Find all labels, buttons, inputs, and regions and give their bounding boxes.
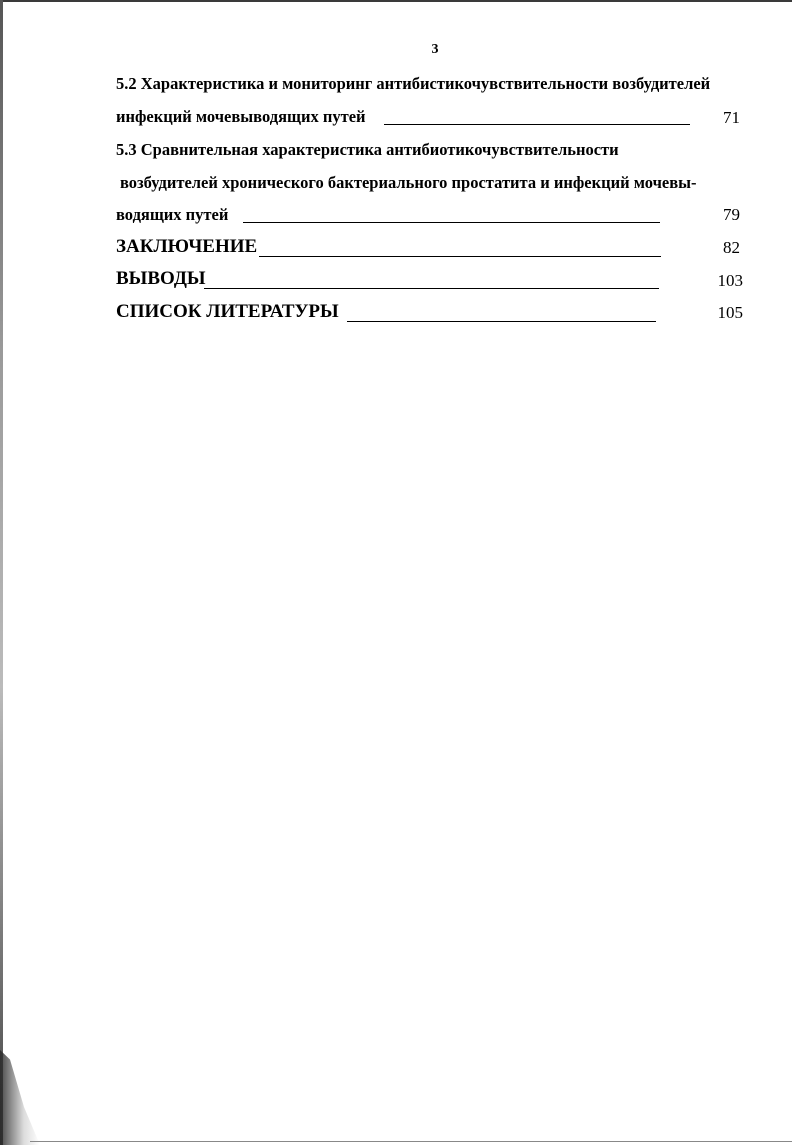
toc-references-title: СПИСОК ЛИТЕРАТУРЫ bbox=[116, 301, 339, 322]
scan-border-left bbox=[0, 0, 3, 1145]
toc-conclusion-page: 82 bbox=[723, 238, 740, 257]
toc-entry-5-3-line3: водящих путей bbox=[116, 205, 229, 224]
toc-leader-5-2 bbox=[384, 124, 690, 125]
toc-entry-5-2-line2: инфекций мочевыводящих путей bbox=[116, 107, 366, 126]
scan-shadow-corner bbox=[0, 1050, 40, 1145]
scan-border-bottom bbox=[30, 1141, 792, 1142]
toc-leader-references bbox=[347, 321, 656, 322]
toc-entry-5-3-line1: 5.3 Сравнительная характеристика антибиотикочувствительности bbox=[116, 140, 619, 159]
scan-border-top bbox=[0, 0, 792, 2]
toc-leader-5-3 bbox=[243, 222, 660, 223]
toc-references-page: 105 bbox=[717, 303, 743, 322]
toc-entry-5-3-line2: возбудителей хронического бактериального простатита и инфекций мочевы- bbox=[120, 173, 697, 192]
toc-page-5-2: 71 bbox=[723, 108, 740, 127]
toc-entry-5-2-line1: 5.2 Характеристика и мониторинг антибистикочувствительности возбудителей bbox=[116, 74, 711, 93]
toc-findings-title: ВЫВОДЫ bbox=[116, 268, 206, 289]
toc-leader-conclusion bbox=[259, 256, 661, 257]
page-number: 3 bbox=[431, 42, 439, 57]
toc-conclusion-title: ЗАКЛЮЧЕНИЕ bbox=[116, 236, 258, 257]
toc-leader-findings bbox=[204, 288, 659, 289]
toc-page-5-3: 79 bbox=[723, 205, 740, 224]
toc-findings-page: 103 bbox=[717, 271, 743, 290]
